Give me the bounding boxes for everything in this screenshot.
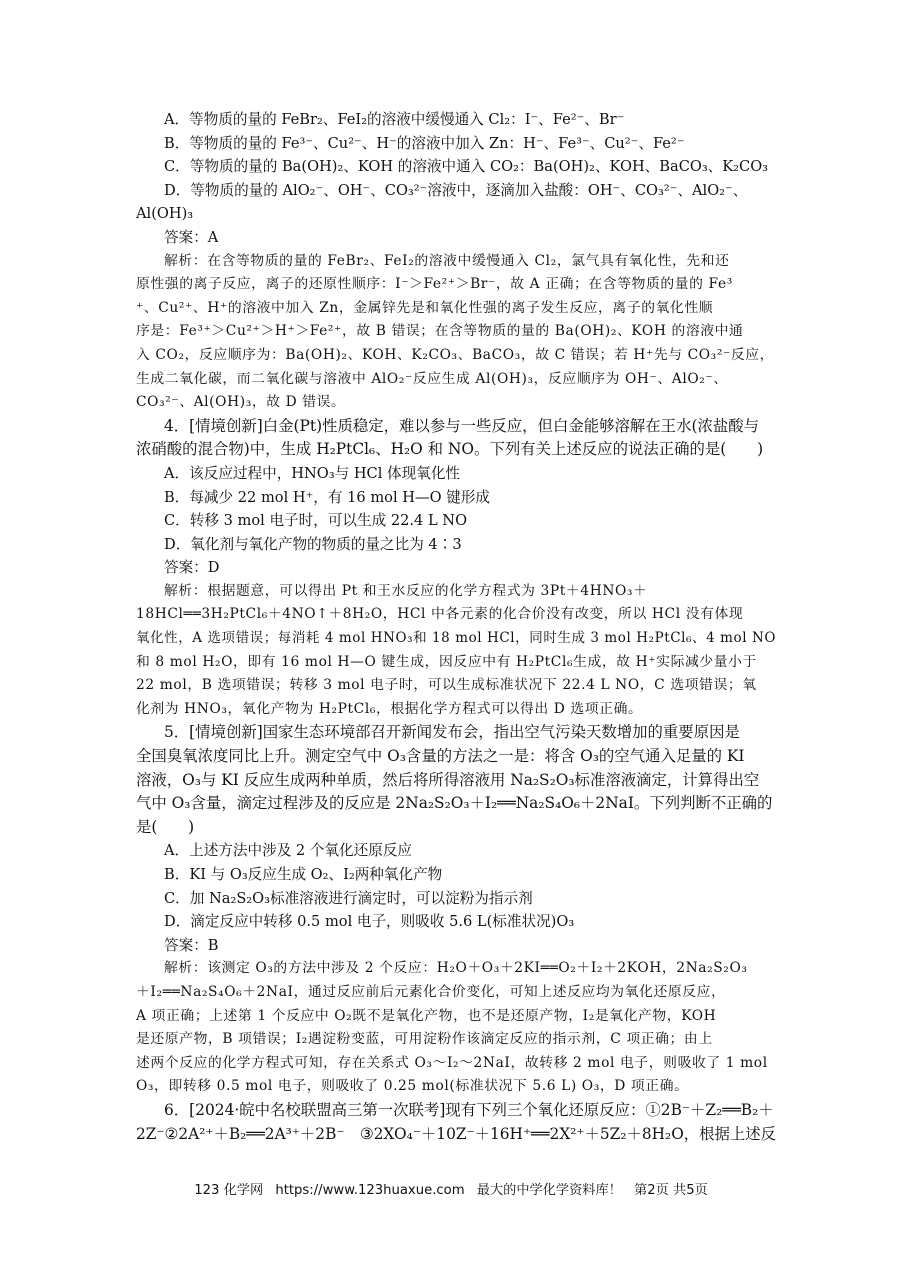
text-line: 答案：A: [164, 228, 219, 246]
text-line: 是( ): [136, 817, 195, 836]
text-line: B．KI 与 O₃反应生成 O₂、I₂两种氧化产物: [164, 866, 443, 883]
text-line: A 项正确；上述第 1 个反应中 O₂既不是氧化产物，也不是还原产物，I₂是氧化产物，KOH: [136, 1007, 717, 1024]
text-line: B．等物质的量的 Fe³⁻、Cu²⁻、H⁻的溶液中加入 Zn：H⁻、Fe³⁻、Cu²⁻、Fe²⁻: [164, 134, 685, 152]
text-line: C．等物质的量的 Ba(OH)₂、KOH 的溶液中通入 CO₂：Ba(OH)₂、KOH、BaCO₃、K₂CO₃: [164, 158, 769, 176]
text-line: 2Z⁻②2A²⁺＋B₂══2A³⁺＋2B⁻ ③2XO₄⁻＋10Z⁻＋16H⁺══2X²⁺＋5Z₂＋8H₂O，根据上述反: [136, 1124, 776, 1143]
text-line: ⁺、Cu²⁺、H⁺的溶液中加入 Zn，金属锌先是和氧化性强的离子发生反应，离子的氧化性顺: [136, 299, 714, 316]
text-line: 和 8 mol H₂O，即有 16 mol H—O 键生成，因反应中有 H₂PtCl₆生成，故 H⁺实际减少量小于: [136, 653, 757, 670]
footer-url: https://www.123huaxue.com: [275, 1183, 465, 1198]
text-line: A．上述方法中涉及 2 个氧化还原反应: [164, 842, 413, 860]
footer-site-name: 123 化学网: [194, 1183, 264, 1198]
text-line: 述两个反应的化学方程式可知，存在关系式 O₃～I₂～2NaI，故转移 2 mol 电子，则吸收了 1 mol: [136, 1054, 768, 1071]
text-line: 解析：在含等物质的量的 FeBr₂、FeI₂的溶液中缓慢通入 Cl₂，氯气具有氧化性，先和还: [164, 252, 730, 269]
text-line: O₃，即转移 0.5 mol 电子，则吸收了 0.25 mol(标准状况下 5.6 L) O₃，D 项正确。: [136, 1078, 689, 1095]
footer-page-number: 第2页 共5页: [634, 1183, 708, 1198]
page-footer: [0, 1179, 902, 1198]
page-content: [136, 108, 776, 1146]
text-line: 解析：该测定 O₃的方法中涉及 2 个反应：H₂O＋O₃＋2KI══O₂＋I₂＋2KOH，2Na₂S₂O₃: [164, 960, 748, 977]
text-line: A．该反应过程中，HNO₃与 HCl 体现氧化性: [164, 464, 461, 482]
text-line: C．加 Na₂S₂O₃标准溶液进行滴定时，可以淀粉为指示剂: [164, 889, 533, 907]
text-line: 化剂为 HNO₃，氧化产物为 H₂PtCl₆，根据化学方程式可以得出 D 选项正确。: [136, 700, 643, 717]
text-line: 22 mol，B 选项错误；转移 3 mol 电子时，可以生成标准状况下 22.4 L NO，C 选项错误；氧: [136, 677, 757, 694]
text-line: 气中 O₃含量，滴定过程涉及的反应是 2Na₂S₂O₃＋I₂══Na₂S₄O₆＋2NaI。下列判断不正确的: [136, 794, 773, 813]
text-line: 全国臭氧浓度同比上升。测定空气中 O₃含量的方法之一是：将含 O₃的空气通入足量的 KI: [136, 747, 745, 766]
text-line: C．转移 3 mol 电子时，可以生成 22.4 L NO: [164, 512, 468, 530]
text-line: 答案：D: [164, 559, 220, 577]
text-line: 解析：根据题意，可以得出 Pt 和王水反应的化学方程式为 3Pt＋4HNO₃＋: [164, 582, 648, 599]
text-line: D．滴定反应中转移 0.5 mol 电子，则吸收 5.6 L(标准状况)O₃: [164, 913, 575, 931]
text-line: 是还原产物，B 项错误；I₂遇淀粉变蓝，可用淀粉作该滴定反应的指示剂，C 项正确；由上: [136, 1031, 713, 1048]
text-line: 生成二氧化碳，而二氧化碳与溶液中 AlO₂⁻反应生成 Al(OH)₃，反应顺序为 OH⁻、AlO₂⁻、: [136, 370, 728, 387]
text-line: 4．[情境创新]白金(Pt)性质稳定，难以参与一些反应，但白金能够溶解在王水(浓盐酸与: [164, 416, 760, 435]
text-line: 入 CO₂，反应顺序为：Ba(OH)₂、KOH、K₂CO₃、BaCO₃，故 C 错误；若 H⁺先与 CO₃²⁻反应，: [136, 346, 775, 363]
text-line: ＋I₂══Na₂S₄O₆＋2NaI，通过反应前后元素化合价变化，可知上述反应均为氧化还原反应，: [136, 983, 726, 1000]
text-line: D．等物质的量的 AlO₂⁻、OH⁻、CO₃²⁻溶液中，逐滴加入盐酸：OH⁻、CO₃²⁻、AlO₂⁻、: [164, 181, 748, 199]
text-line: 18HCl══3H₂PtCl₆＋4NO↑＋8H₂O，HCl 中各元素的化合价没有改变，所以 HCl 没有体现: [136, 606, 744, 623]
text-line: Al(OH)₃: [136, 205, 194, 223]
text-line: 氧化性，A 选项错误；每消耗 4 mol HNO₃和 18 mol HCl，同时生成 3 mol H₂PtCl₆、4 mol NO: [136, 630, 776, 647]
text-line: 序是：Fe³⁺＞Cu²⁺＞H⁺＞Fe²⁺，故 B 错误；在含等物质的量的 Ba(OH)₂、KOH 的溶液中通: [136, 323, 744, 340]
text-line: CO₃²⁻、Al(OH)₃，故 D 错误。: [136, 394, 346, 411]
text-line: 溶液，O₃与 KI 反应生成两种单质，然后将所得溶液用 Na₂S₂O₃标准溶液滴定，计算得出空: [136, 770, 760, 789]
text-line: B．每减少 22 mol H⁺，有 16 mol H—O 键形成: [164, 488, 490, 506]
text-line: 原性强的离子反应，离子的还原性顺序：I⁻＞Fe²⁺＞Br⁻，故 A 正确；在含等物质的量的 Fe³: [136, 276, 733, 293]
text-line: 答案：B: [164, 936, 219, 954]
text-line: 5．[情境创新]国家生态环境部召开新闻发布会，指出空气污染天数增加的重要原因是: [164, 723, 740, 742]
text-line: A．等物质的量的 FeBr₂、FeI₂的溶液中缓慢通入 Cl₂：I⁻、Fe²⁻、Br⁻: [164, 111, 625, 128]
footer-slogan: 最大的中学化学资料库！: [476, 1183, 622, 1198]
text-line: 浓硝酸的混合物)中，生成 H₂PtCl₆、H₂O 和 NO。下列有关上述反应的说法正确的是( ): [136, 440, 764, 459]
text-line: D．氧化剂与氧化产物的物质的量之比为 4∶3: [164, 535, 462, 553]
text-line: 6．[2024·皖中名校联盟高三第一次联考]现有下列三个氧化还原反应：①2B⁻＋Z₂══B₂＋: [164, 1100, 774, 1119]
